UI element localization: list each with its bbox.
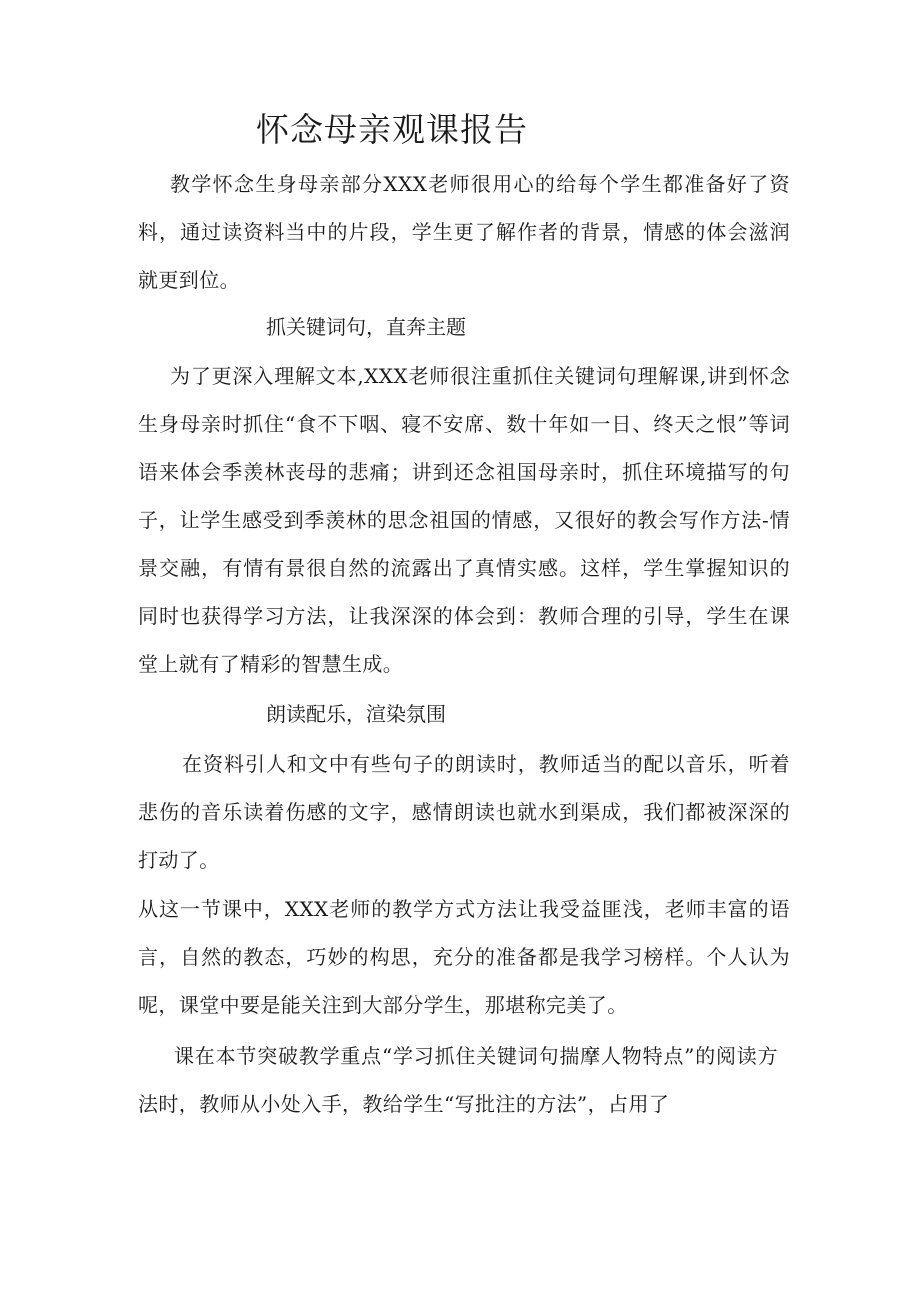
document-title: 怀念母亲观课报告 <box>256 110 528 149</box>
paragraph-focus: 课在本节突破教学重点“学习抓住关键词句揣摩人物特点”的阅读方法时，教师从小处入手，教给学生“写批注的方法”，占用了 <box>138 1044 778 1116</box>
paragraph-intro: 教学怀念生身母亲部分XXX老师很用心的给每个学生都准备好了资料，通过读资料当中的片段，学生更了解作者的背景，情感的体会滋润就更到位。 <box>138 172 790 292</box>
paragraph-music: 在资料引人和文中有些句子的朗读时，教师适当的配以音乐，听着悲伤的音乐读着伤感的文字，感情朗读也就水到渠成，我们都被深深的打动了。 <box>138 752 790 872</box>
section-heading-keywords: 抓关键词句，直奔主题 <box>266 315 466 339</box>
paragraph-keywords: 为了更深入理解文本,XXX老师很注重抓住关键词句理解课,讲到怀念生身母亲时抓住“食不下咽、寝不安席、数十年如一日、终天之恨”等词语来体会季羡林丧母的悲痛；讲到还念祖国母亲时，抓住环境描写的句子，让学生感受到季羡林的思念祖国的情感，又很好的教会写作方法-情景交融，有情有景很自然的流露出了真情实感。这样，学生掌握知识的同时也获得学习方法，让我深深的体会到：教师合理的引导，学生在课堂上就有了精彩的智慧生成。 <box>138 364 790 676</box>
section-heading-music: 朗读配乐，渲染氛围 <box>266 702 446 726</box>
paragraph-summary: 从这一节课中，XXX老师的教学方式方法让我受益匪浅，老师丰富的语言，自然的教态，巧妙的构思，充分的准备都是我学习榜样。个人认为呢，课堂中要是能关注到大部分学生，那堪称完美了。 <box>138 897 790 1017</box>
